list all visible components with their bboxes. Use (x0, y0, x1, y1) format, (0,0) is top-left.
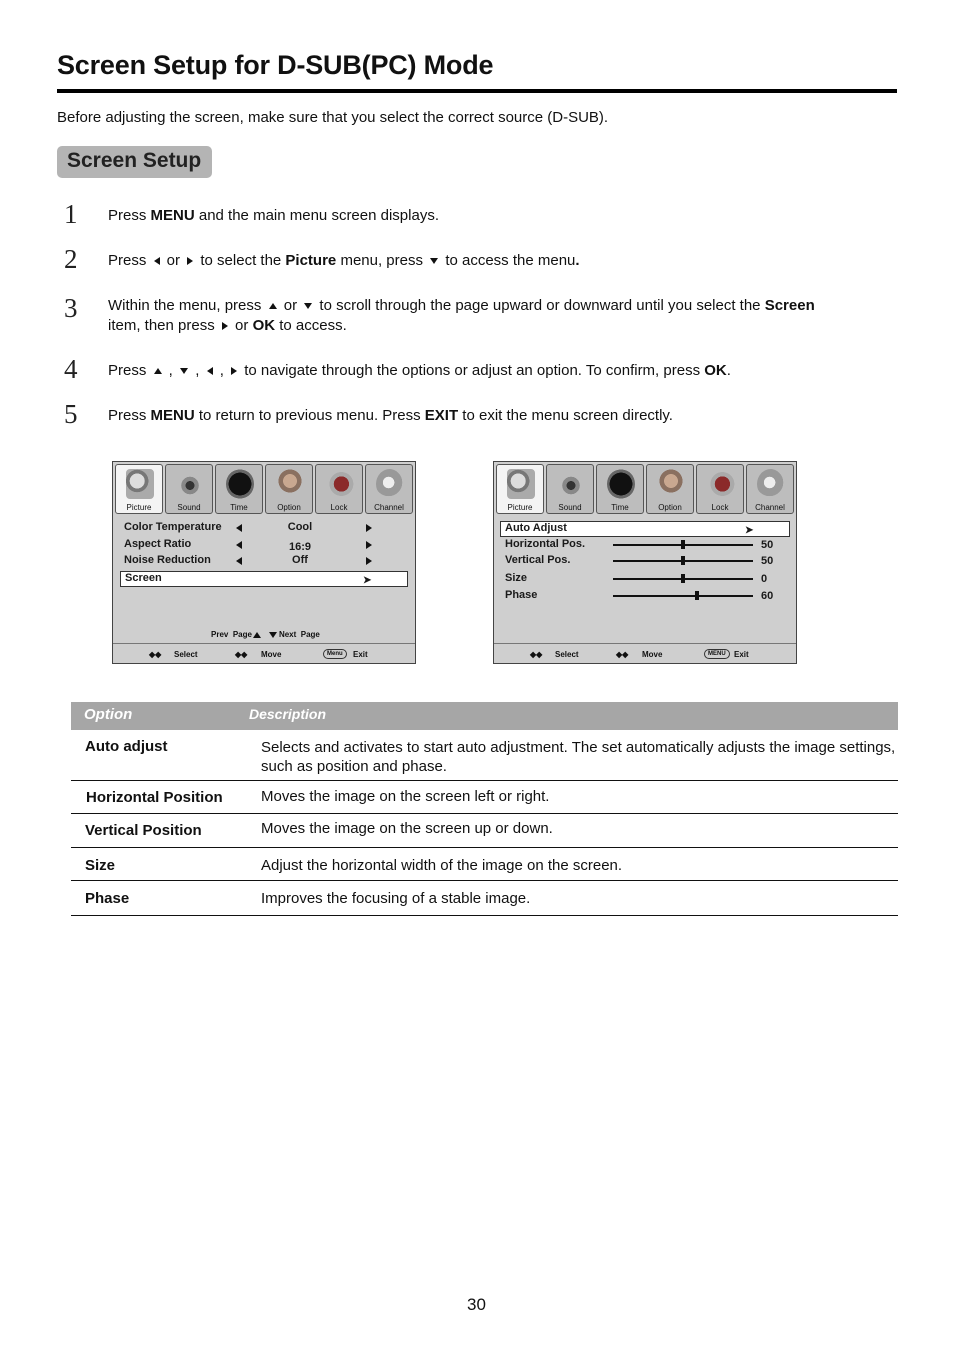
left-arrow-icon (236, 524, 242, 532)
globe-icon (376, 469, 404, 499)
lock-icon (326, 469, 354, 499)
section-tab: Screen Setup (57, 146, 212, 178)
up-arrow-icon (269, 303, 277, 309)
tools-icon (276, 469, 304, 499)
headphones-icon (557, 469, 585, 499)
osd-tab-time[interactable]: Time (596, 464, 644, 514)
table-row: Size Adjust the horizontal width of the image on the screen. (71, 848, 898, 881)
osd-row-color-temperature[interactable]: Color Temperature Cool (120, 520, 408, 536)
osd-picture-menu (112, 461, 416, 664)
table-row: Phase Improves the focusing of a stable image. (71, 881, 898, 916)
right-arrow-icon: ➤ (363, 575, 372, 586)
osd-tab-picture[interactable]: Picture (115, 464, 163, 514)
osd-tab-option[interactable]: Option (265, 464, 313, 514)
table-row: Auto adjust Selects and activates to start auto adjustment. The set automatically adjusts the image settings, such as position and phase. (71, 730, 898, 781)
page-title: Screen Setup for D-SUB(PC) Mode (57, 50, 494, 80)
title-rule (57, 89, 897, 93)
left-arrow-icon (154, 257, 160, 265)
osd-icon-bar (115, 464, 413, 514)
osd-tab-channel[interactable]: Channel (365, 464, 413, 514)
osd-tab-lock[interactable]: Lock (315, 464, 363, 514)
osd-row-horizontal-pos[interactable]: Horizontal Pos. 50 (505, 538, 774, 551)
headphones-icon (176, 469, 204, 499)
page-number: 30 (467, 1295, 486, 1314)
osd-footer: ◆◆ Select ◆◆ Move MENU Exit (494, 643, 796, 663)
osd-row-aspect-ratio[interactable]: Aspect Ratio 16:9 (120, 537, 408, 553)
vertical-pos-slider[interactable] (613, 560, 753, 562)
camera-icon (126, 469, 154, 499)
slider-knob[interactable] (681, 540, 685, 549)
size-slider[interactable] (613, 578, 753, 580)
down-arrow-icon (180, 368, 188, 374)
right-arrow-icon (366, 524, 372, 532)
menu-key-pill: Menu (323, 649, 347, 659)
tools-icon (657, 469, 685, 499)
step-text-5: Press MENU to return to previous menu. Press EXIT to exit the menu screen directly. (108, 407, 673, 424)
step-number-4: 4 (64, 354, 78, 384)
clock-icon (226, 469, 254, 499)
right-arrow-icon: ➤ (745, 525, 754, 536)
up-arrow-icon (253, 632, 261, 638)
down-arrow-icon (269, 632, 277, 638)
intro-text: Before adjusting the screen, make sure that you select the correct source (D-SUB). (57, 109, 609, 126)
slider-knob[interactable] (695, 591, 699, 600)
left-arrow-icon (236, 541, 242, 549)
step-text-3: Within the menu, press or to scroll through the page upward or downward until you select the Screen item, then press or OK to access. (108, 297, 815, 334)
osd-tab-option[interactable]: Option (646, 464, 694, 514)
step-number-2: 2 (64, 244, 78, 274)
phase-slider[interactable] (613, 595, 753, 597)
osd-tab-time[interactable]: Time (215, 464, 263, 514)
header-option: Option (84, 706, 133, 723)
options-table (71, 702, 898, 916)
right-arrow-icon (187, 257, 193, 265)
lock-icon (707, 469, 735, 499)
select-keys-icon: ◆◆ (149, 650, 162, 659)
right-arrow-icon (222, 322, 228, 330)
osd-tab-sound[interactable]: Sound (546, 464, 594, 514)
up-arrow-icon (154, 368, 162, 374)
left-arrow-icon (236, 557, 242, 565)
osd-tab-sound[interactable]: Sound (165, 464, 213, 514)
right-arrow-icon (366, 541, 372, 549)
camera-icon (507, 469, 535, 499)
osd-row-auto-adjust[interactable]: Auto Adjust ➤ (500, 521, 790, 537)
osd-screen-menu (493, 461, 797, 664)
menu-key-pill: MENU (704, 649, 730, 659)
step-text-4: Press , , , to navigate through the options or adjust an option. To confirm, press OK. (108, 362, 731, 379)
step-text-1: Press MENU and the main menu screen displays. (108, 207, 439, 224)
osd-row-size[interactable]: Size 0 (505, 572, 768, 585)
right-arrow-icon (231, 367, 237, 375)
select-keys-icon: ◆◆ (530, 650, 543, 659)
slider-knob[interactable] (681, 574, 685, 583)
down-arrow-icon (304, 303, 312, 309)
osd-row-phase[interactable]: Phase 60 (505, 589, 774, 602)
down-arrow-icon (430, 258, 438, 264)
osd-tab-channel[interactable]: Channel (746, 464, 794, 514)
step-number-3: 3 (64, 293, 78, 323)
osd-page-nav: Prev Page Next Page (211, 630, 320, 639)
header-description: Description (249, 706, 327, 722)
step-text-2: Press or to select the Picture menu, press to access the menu. (108, 252, 580, 269)
globe-icon (757, 469, 785, 499)
slider-knob[interactable] (681, 556, 685, 565)
horizontal-pos-slider[interactable] (613, 544, 753, 546)
step-number-1: 1 (64, 199, 78, 229)
table-row: Horizontal Position Moves the image on the screen left or right. (71, 781, 898, 814)
right-arrow-icon (366, 557, 372, 565)
clock-icon (607, 469, 635, 499)
osd-row-screen[interactable]: Screen ➤ (120, 571, 408, 587)
move-keys-icon: ◆◆ (616, 650, 629, 659)
osd-tab-picture[interactable]: Picture (496, 464, 544, 514)
osd-tab-lock[interactable]: Lock (696, 464, 744, 514)
osd-row-vertical-pos[interactable]: Vertical Pos. 50 (505, 554, 774, 567)
table-header (71, 702, 898, 730)
osd-icon-bar (496, 464, 794, 514)
table-row: Vertical Position Moves the image on the screen up or down. (71, 814, 898, 848)
move-keys-icon: ◆◆ (235, 650, 248, 659)
left-arrow-icon (207, 367, 213, 375)
osd-row-noise-reduction[interactable]: Noise Reduction Off (120, 553, 408, 569)
step-number-5: 5 (64, 399, 78, 429)
osd-footer: ◆◆ Select ◆◆ Move Menu Exit (113, 643, 415, 663)
